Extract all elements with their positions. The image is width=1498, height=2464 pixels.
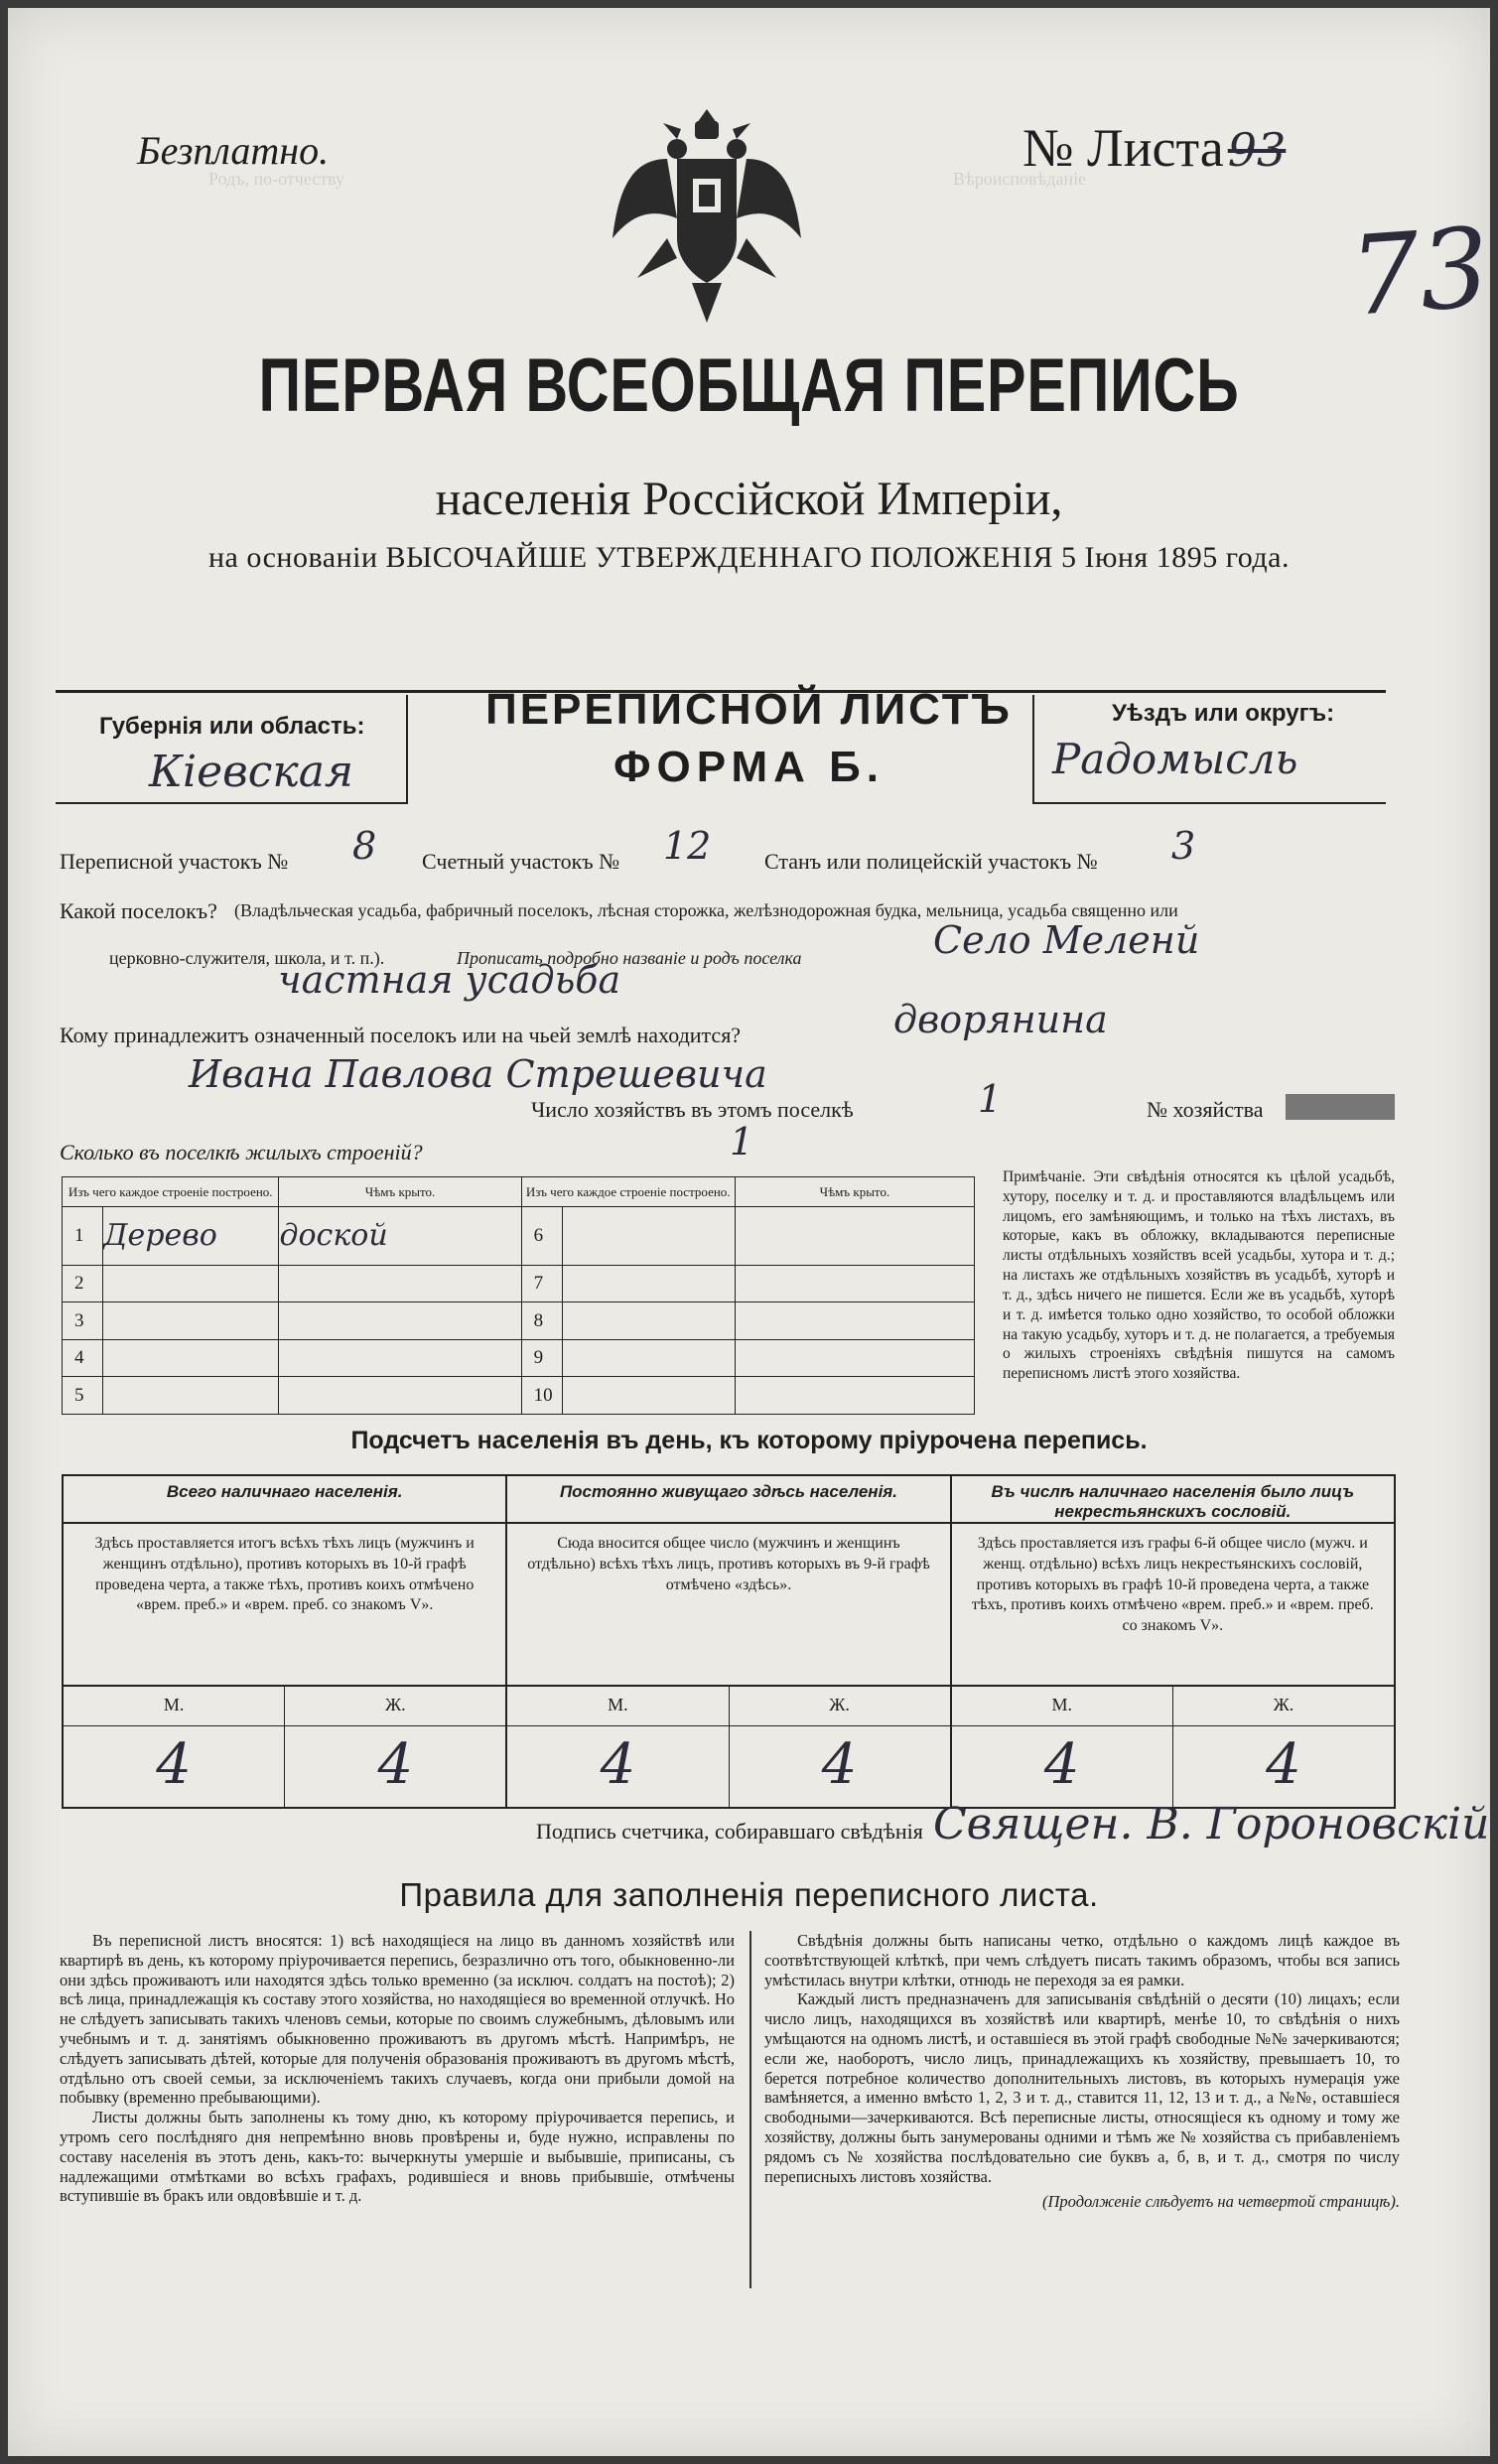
- main-title: ПЕРВАЯ ВСЕОБЩАЯ ПЕРЕПИСЬ: [258, 343, 1240, 428]
- signature-label: Подпись счетчика, собиравшаго свѣдѣнія: [536, 1819, 923, 1844]
- table-row: 5 10: [63, 1377, 975, 1415]
- buildings-table: [62, 1176, 975, 1415]
- settlement-question: Какой поселокъ?: [60, 898, 217, 923]
- col-what-left: Изъ чего каждое строеніе построено.: [63, 1177, 279, 1207]
- households-label: Число хозяйствъ въ этомъ поселкѣ: [531, 1097, 854, 1122]
- household-no-label: № хозяйства: [1147, 1097, 1264, 1122]
- population-count-grid: [62, 1474, 1396, 1809]
- stan-label: Станъ или полицейскій участокъ №: [764, 849, 1098, 874]
- table-row: 1 Дерево доской 6: [63, 1207, 975, 1266]
- rules-divider: [749, 1931, 751, 2288]
- double-headed-eagle-icon: [608, 99, 806, 338]
- present-population-column: Всего наличнаго населенія. Здѣсь проставляется итогъ всѣхъ тѣхъ лицъ (мужчинъ и женщинъ отдѣльно), противъ которыхъ въ 10-й графѣ проведена черта, а также тѣхъ, противъ коихъ отмѣчено «врем. преб.» и «врем. преб. со знакомъ V». М. Ж. 4 4: [64, 1476, 507, 1807]
- owner-value-2[interactable]: Ивана Павлова Стрешевича: [189, 1052, 767, 1096]
- table-row: 3 8: [63, 1302, 975, 1340]
- col-what-right: Изъ чего каждое строеніе построено.: [521, 1177, 735, 1207]
- rules-paragraph: Каждый листъ предназначенъ для записыванія свѣдѣній о десяти (10) лицахъ; если число лицъ, находящихся въ хозяйствѣ или квартирѣ, менѣе 10, то свѣдѣнія о нихъ умѣщаются на одномъ листѣ, и оставшіеся въ этой графѣ свободные №№ зачеркиваются; если же, наоборотъ, число лицъ, принадлежащихъ къ хозяйству, превышаетъ 10, то берется потребное количество дополнительныхъ листовъ, въ которыхъ нумерація уже вамѣняется, а именно вмѣсто 1, 2, 3 и т. д., ставится 11, 12, 13 и т. д., а №№, оставшіеся свободными—зачеркиваются. Всѣ переписные листы, относящіеся къ одному и тому же хозяйству, должны быть занумерованы одними и тѣмъ же № хозяйства съ прибавленіемъ рядомъ съ № хозяйства послѣдовательно сие буквъ а, б, в, и т. д., смотря по числу переписныхъ листовъ хозяйства.: [764, 1989, 1400, 2186]
- non-peasant-female-value[interactable]: 4: [1266, 1732, 1301, 1797]
- rules-title: Правила для заполненія переписного листа.: [399, 1876, 1099, 1913]
- settlement-hint: (Владѣльческая усадьба, фабричный поселокъ, лѣсная сторожка, желѣзнодорожная будка, мельница, усадьба священно или: [234, 900, 1178, 920]
- rules-paragraph: Въ переписной листъ вносятся: 1) всѣ находящіеся на лицо въ данномъ хозяйствѣ или квартирѣ въ день, къ которому пріурочивается перепись, безразлично отъ того, обыкновенно-ли они здѣсь проживаютъ или находятся здѣсь только временно (за исключ. солдатъ на постоѣ); 2) всѣ лица, принадлежащія къ составу этого хозяйства, но находящіеся во временной отлучкѣ. Но не слѣдуетъ записывать такихъ членовъ семьи, которые по своимъ служебнымъ, дѣловымъ или учебнымъ и т. д. занятіямъ обыкновенно проживаютъ въ другомъ мѣстѣ. Напримѣръ, не слѣдуетъ записывать дѣтей, которые для полученія образованія проживаютъ въ другомъ мѣстѣ, отдѣльно отъ своей семьи, за исключеніемъ такихъ случаевъ, когда они прибыли домой на побывку (временно пребывающими).: [60, 1931, 735, 2108]
- signature-value[interactable]: Священ. В. Гороновскій: [933, 1799, 1490, 1849]
- col-roof-right: Чѣмъ крыто.: [735, 1177, 974, 1207]
- table-row: 2 7: [63, 1265, 975, 1302]
- present-male-value[interactable]: 4: [64, 1726, 285, 1807]
- legal-basis: на основаніи ВЫСОЧАЙШЕ УТВЕРЖДЕННАГО ПОЛОЖЕНІЯ 5 Іюня 1895 года.: [208, 541, 1290, 574]
- buildings-value[interactable]: 1: [730, 1120, 754, 1164]
- non-peasant-column: Въ числѣ наличнаго населенія было лицъ некрестьянскихъ сословій. Здѣсь проставляется изъ графы 6-й общее число (мужч. и женщ. отдѣльно) всѣхъ лицъ некрестьянскихъ сословій, противъ которыхъ въ графѣ 10-й проведена черта, а также тѣхъ, противъ коихъ отмѣчено «врем. преб.» и «врем. преб. со знакомъ V». М. Ж. 4 4: [952, 1476, 1394, 1807]
- permanent-male-value[interactable]: 4: [507, 1726, 729, 1807]
- settlement-value-2[interactable]: частная усадьба: [278, 958, 621, 1002]
- form-title: ФОРМА Б.: [613, 743, 885, 791]
- uezd-label: Уѣздъ или округъ:: [1112, 700, 1335, 727]
- household-no-redaction: [1286, 1094, 1395, 1120]
- permanent-population-column: Постоянно живущаго здѣсь населенія. Сюда вносится общее число (мужчинъ и женщинъ отдѣльно) всѣхъ тѣхъ лицъ, противъ которыхъ въ 9-й графѣ отмѣчено «здѣсь». М. Ж. 4 4: [507, 1476, 951, 1807]
- free-of-charge-label: Безплатно.: [137, 128, 330, 173]
- margin-number: 73: [1345, 204, 1494, 341]
- list-title: ПЕРЕПИСНОЙ ЛИСТЪ: [485, 685, 1013, 734]
- census-district-label: Переписной участокъ №: [60, 849, 289, 874]
- sheet-number-label: № Листа: [1022, 118, 1224, 178]
- stan-value[interactable]: 3: [1171, 824, 1196, 868]
- show-through: Родъ, по-отчеству: [208, 169, 344, 189]
- non-peasant-male-value[interactable]: 4: [952, 1726, 1173, 1807]
- continued-note: (Продолженіе слѣдуетъ на четвертой страницѣ).: [1042, 2192, 1400, 2212]
- table-row: 4 9: [63, 1339, 975, 1377]
- settlement-value-1[interactable]: Село Меленй: [933, 918, 1200, 962]
- rules-paragraph: Листы должны быть заполнены къ тому дню, къ которому пріурочивается перепись, и утромъ сего послѣдняго дня непремѣнно вновь провѣрены и, буде нужно, исправлены по составу населенія въ этотъ день, какъ-то: вычеркнуты умершіе и выбывшіе, приписаны, съ надлежащими отмѣтками во всѣхъ графахъ, родившіеся и вновь прибывшіе, отмѣчены вступившіе въ бракъ или овдовѣвшіе и т. д.: [60, 2108, 735, 2206]
- uezd-value[interactable]: Радомысль: [1052, 735, 1298, 783]
- rules-paragraph: Свѣдѣнія должны быть написаны четко, отдѣльно о каждомъ лицѣ каждое въ соотвѣтствующей клѣткѣ, при чемъ слѣдуетъ писать такимъ образомъ, чтобы вся запись умѣстилась внутри клѣтки, отнюдь не переходя за ея рамки.: [764, 1931, 1400, 1989]
- present-female-value[interactable]: 4: [377, 1732, 414, 1797]
- sheet-number-value: 93: [1227, 123, 1287, 177]
- count-district-value[interactable]: 12: [663, 824, 712, 868]
- rules-left-column: [60, 1931, 735, 2206]
- buildings-label: Сколько въ поселкѣ жилыхъ строеній?: [60, 1140, 423, 1164]
- count-district-label: Счетный участокъ №: [422, 849, 620, 874]
- owner-value-1[interactable]: дворянина: [893, 998, 1108, 1041]
- census-district-value[interactable]: 8: [352, 824, 377, 868]
- settlement-hint-italic: Прописать подробно названіе и родъ поселка: [457, 948, 802, 968]
- owner-question: Кому принадлежитъ означенный поселокъ или на чьей землѣ находится?: [60, 1023, 742, 1047]
- gubernia-label: Губернія или область:: [99, 713, 365, 740]
- settlement-hint-2: церковно-служителя, школа, и т. п.).: [109, 948, 385, 968]
- rules-right-column: [764, 1931, 1400, 2212]
- show-through: Вѣроисповѣданіе: [953, 169, 1087, 189]
- households-value[interactable]: 1: [978, 1077, 1003, 1121]
- population-count-title: Подсчетъ населенія въ день, къ которому пріурочена перепись.: [350, 1427, 1148, 1454]
- gubernia-value[interactable]: Кіевская: [149, 747, 354, 797]
- permanent-female-value[interactable]: 4: [821, 1732, 858, 1797]
- buildings-note: Примѣчаніе. Эти свѣдѣнія относятся къ цѣлой усадьбѣ, хутору, поселку и т. д. и проставляются владѣльцемъ или лицомъ, его замѣняющимъ, и только на тѣхъ листахъ, въ которые, какъ въ обложку, вкладываются переписные листы отдѣльныхъ хозяйствъ всей усадьбы, хутора и т. д.; на листахъ же отдѣльныхъ хозяйствъ въ усадьбѣ, хуторѣ и т. д., здѣсь ничего не пишется. Если же въ усадьбѣ, хуторѣ и т. д. имѣется только одно хозяйство, то особой обложки на такую усадьбу, хуторъ и т. д. не полагается, а требуемыя о жилыхъ строеніяхъ свѣдѣнія пишутся на самомъ переписномъ листѣ этого хозяйства.: [1003, 1168, 1395, 1383]
- col-roof-left: Чѣмъ крыто.: [279, 1177, 521, 1207]
- subtitle: населенія Россійской Имперіи,: [435, 473, 1063, 525]
- sheet-number: [1022, 117, 1286, 179]
